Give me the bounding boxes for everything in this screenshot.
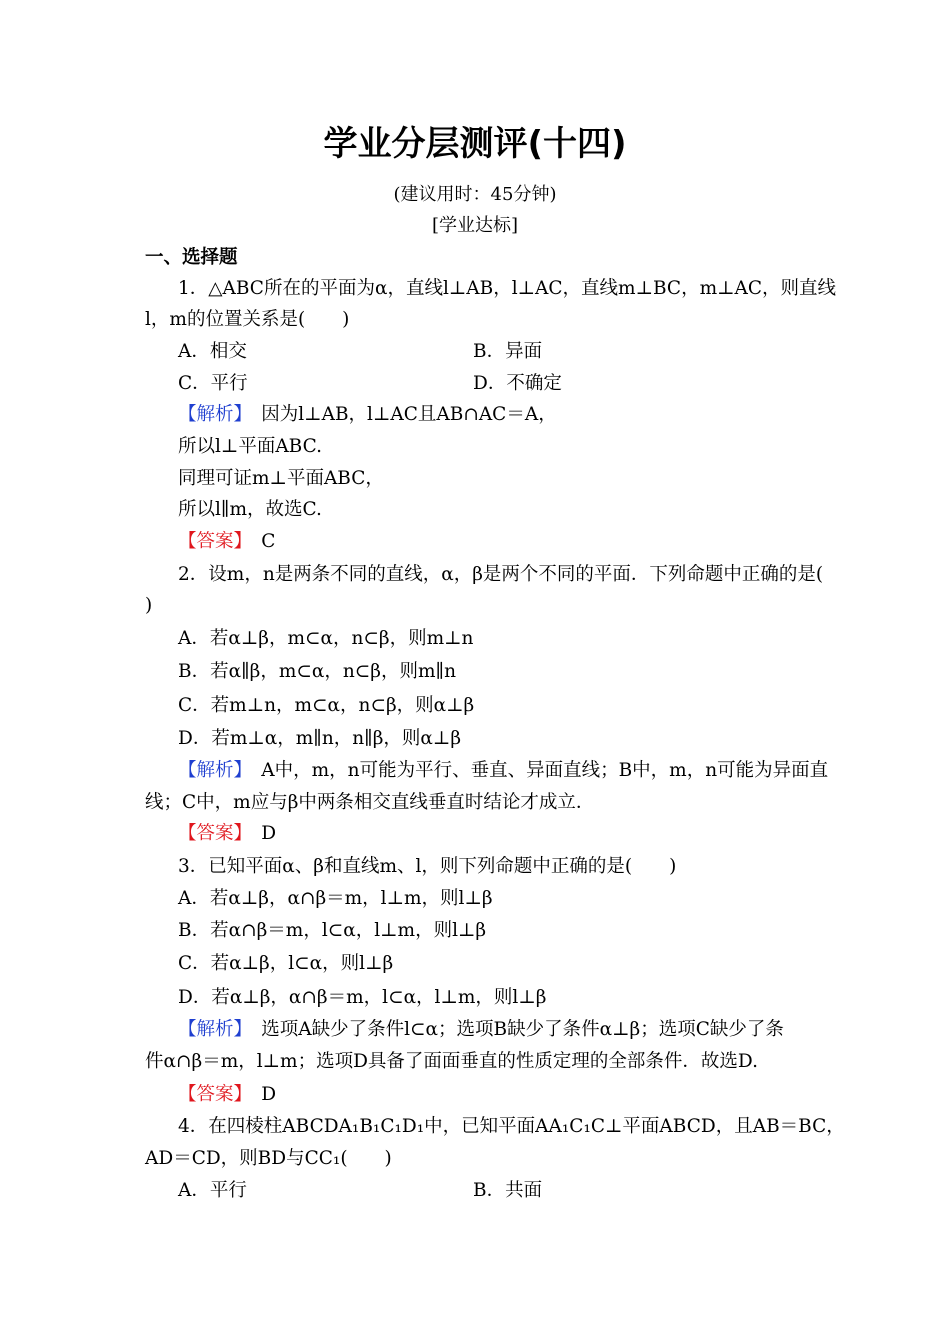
q3-answer-value: D: [242, 1084, 277, 1105]
q3-option-a: A．若α⊥β，α∩β＝m，l⊥m，则l⊥β: [178, 888, 493, 909]
q2-stem-line-1: 2．设m，n是两条不同的直线，α，β是两个不同的平面．下列命题中正确的是(: [178, 564, 824, 585]
q3-option-c: C．若α⊥β，l⊂α，则l⊥β: [178, 953, 394, 974]
q2-analysis-line-1: [178, 757, 843, 785]
q2-answer-line: [178, 820, 843, 848]
q3-analysis-line-2: 件α∩β＝m，l⊥m；选项D具备了面面垂直的性质定理的全部条件．故选D.: [145, 1051, 758, 1072]
q1-stem-line-1: 1．△ABC所在的平面为α，直线l⊥AB，l⊥AC，直线m⊥BC，m⊥AC，则直线: [178, 278, 837, 299]
q2-option-a: A．若α⊥β，m⊂α，n⊂β，则m⊥n: [178, 628, 474, 649]
q1-analysis-text-1: 因为l⊥AB，l⊥AC且AB∩AC＝A，: [242, 404, 557, 425]
q3-answer-line: [178, 1081, 843, 1109]
q1-option-c: C．平行: [178, 373, 248, 394]
q1-answer-line: [178, 528, 843, 556]
level-heading: [学业达标]: [431, 215, 519, 236]
q3-analysis-tag: 【解析】: [178, 1019, 243, 1040]
q2-stem-line-2: ): [145, 595, 153, 616]
q4-stem-line-1: 4．在四棱柱ABCDA₁B₁C₁D₁中，已知平面AA₁C₁C⊥平面ABCD，且AB＝BC，: [178, 1116, 845, 1137]
q2-option-c: C．若m⊥n，m⊂α，n⊂β，则α⊥β: [178, 695, 475, 716]
q1-option-b: B．异面: [473, 341, 543, 362]
q1-options-row-2: [178, 370, 843, 398]
q1-analysis-line-1: [178, 401, 843, 429]
q1-analysis-tag: 【解析】: [178, 404, 243, 425]
q2-option-b: B．若α∥β，m⊂α，n⊂β，则m∥n: [178, 661, 456, 682]
q1-analysis-line-4: 所以l∥m，故选C.: [178, 499, 322, 520]
q1-options-row-1: [178, 338, 843, 366]
q2-answer-tag: 【答案】: [178, 823, 243, 844]
q4-options-row-1: [178, 1177, 843, 1205]
q3-option-d: D．若α⊥β，α∩β＝m，l⊂α，l⊥m，则l⊥β: [178, 987, 547, 1008]
q1-stem-line-2: l，m的位置关系是( ): [145, 309, 350, 330]
q2-analysis-text-1: A中，m，n可能为平行、垂直、异面直线；B中，m，n可能为异面直: [242, 760, 829, 781]
q1-option-a: A．相交: [178, 341, 247, 362]
q4-stem-line-2: AD＝CD，则BD与CC₁( ): [145, 1148, 392, 1169]
q1-analysis-line-2: 所以l⊥平面ABC.: [178, 436, 322, 457]
time-note: (建议用时：45分钟): [393, 184, 557, 205]
q1-option-d: D．不确定: [473, 373, 562, 394]
section-heading: 一、选择题: [145, 247, 238, 268]
q2-option-d: D．若m⊥α，m∥n，n∥β，则α⊥β: [178, 728, 462, 749]
q3-answer-tag: 【答案】: [178, 1084, 243, 1105]
q3-stem-line-1: 3．已知平面α、β和直线m、l，则下列命题中正确的是( ): [178, 856, 677, 877]
q2-analysis-line-2: 线；C中，m应与β中两条相交直线垂直时结论才成立．: [145, 792, 595, 813]
q3-analysis-text-1: 选项A缺少了条件l⊂α；选项B缺少了条件α⊥β；选项C缺少了条: [242, 1019, 784, 1040]
q3-analysis-line-1: [178, 1016, 843, 1044]
q3-option-b: B．若α∩β＝m，l⊂α，l⊥m，则l⊥β: [178, 920, 487, 941]
q1-answer-value: C: [242, 531, 276, 552]
q2-analysis-tag: 【解析】: [178, 760, 243, 781]
page-title: 学业分层测评(十四): [323, 124, 627, 164]
q4-option-a: A．平行: [178, 1180, 247, 1201]
q2-answer-value: D: [242, 823, 277, 844]
q4-option-b: B．共面: [473, 1180, 543, 1201]
q1-answer-tag: 【答案】: [178, 531, 243, 552]
q1-analysis-line-3: 同理可证m⊥平面ABC，: [178, 468, 384, 489]
